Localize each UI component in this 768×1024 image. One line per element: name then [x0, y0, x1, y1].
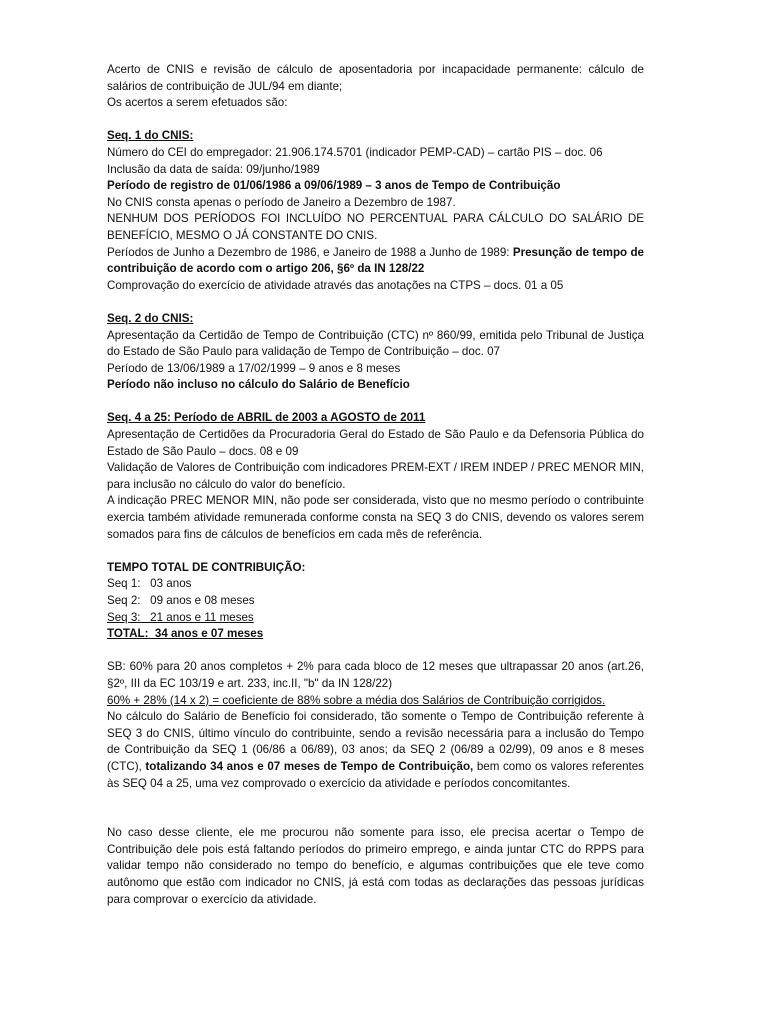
seq1-none-included: NENHUM DOS PERÍODOS FOI INCLUÍDO NO PERCENTUAL PARA CÁLCULO DO SALÁRIO DE BENEFÍCIO, MESMO O JÁ CONSTANTE DO CNIS.	[107, 212, 644, 242]
seq4-25-prec-note: A indicação PREC MENOR MIN, não pode ser considerada, visto que no mesmo período o contribuinte exercia também atividade remunerada conforme consta na SEQ 3 do CNIS, devendo os valores serem somados para fins de cálculos de benefícios em cada mês de referência.	[107, 494, 644, 541]
sb-rule: SB: 60% para 20 anos completos + 2% para cada bloco de 12 meses que ultrapassar 20 anos (art.26, §2º, III da EC 103/19 e art. 233, inc.II, "b" da IN 128/22)	[107, 660, 644, 690]
sb-calculation	[107, 709, 644, 792]
seq2-not-included: Período não incluso no cálculo do Salário de Benefício	[107, 378, 410, 392]
seq1-cnis-note: No CNIS consta apenas o período de Janeiro a Dezembro de 1987.	[107, 195, 456, 209]
seq1-periods-text: Períodos de Junho a Dezembro de 1986, e Janeiro de 1988 a Junho de 1989:	[107, 245, 513, 259]
totals-seq2	[107, 593, 644, 610]
seq2-period: Período de 13/06/1989 a 17/02/1999 – 9 anos e 8 meses	[107, 361, 401, 375]
intro-adjustments-text: Os acertos a serem efetuados são:	[107, 96, 288, 110]
seq1-periods	[107, 245, 644, 278]
closing-paragraph: No caso desse cliente, ele me procurou não somente para isso, ele precisa acertar o Tempo de Contribuição dele pois está faltando períodos do primeiro emprego, e ainda juntar CTC do RPPS para validar tempo não considerado no tempo do benefício, e algumas contribuições que ele teve como autônomo que estão com indicador no CNIS, já está com todas as declarações das pessoas jurídicas para comprovar o exercício da atividade.	[107, 826, 644, 906]
seq4-25-certificates: Apresentação de Certidões da Procuradoria Geral do Estado de São Paulo e da Defensoria Pública do Estado de São Paulo – docs. 08 e 09	[107, 428, 644, 458]
totals-seq3-text: Seq 3: 21 anos e 11 meses	[107, 610, 254, 624]
seq4-25-heading: Seq. 4 a 25: Período de ABRIL de 2003 a AGOSTO de 2011	[107, 411, 426, 425]
totals-seq2-text: Seq 2: 09 anos e 08 meses	[107, 594, 255, 607]
seq2-heading: Seq. 2 do CNIS:	[107, 311, 194, 325]
totals-total-text: TOTAL: 34 anos e 07 meses	[107, 627, 264, 641]
seq2-ctc: Apresentação da Certidão de Tempo de Contribuição (CTC) nº 860/99, emitida pelo Tribunal de Justiça do Estado de São Paulo para validação de Tempo de Contribuição – doc. 07	[107, 328, 644, 359]
totals-seq1	[107, 576, 644, 593]
sb-calculation-text: No cálculo do Salário de Benefício foi considerado, tão somente o Tempo de Contribuição referente à SEQ 3 do CNIS, último vínculo do contribuinte, sendo a revisão necessária para a inclusão do Tempo de Contribuição da SEQ 1 (06/86 a 06/89), 03 anos; da SEQ 2 (06/89 a 02/99), 09 anos e 8 meses (CTC),	[107, 710, 644, 773]
intro-text: Acerto de CNIS e revisão de cálculo de aposentadoria por incapacidade permanente: cálculo de salários de contribuição de JUL/94 em diante;	[107, 63, 644, 93]
seq1-periods-presumption: Presunção de tempo de contribuição de acordo com o artigo 206, §6º da IN 128/22	[107, 245, 644, 276]
totals-heading: TEMPO TOTAL DE CONTRIBUIÇÃO:	[107, 560, 306, 574]
sb-calculation-rest: bem como os valores referentes às SEQ 04 a 25, uma vez comprovado o exercício da atividade e períodos concomitantes.	[107, 759, 644, 790]
sb-coefficient-text: 60% + 28% (14 x 2) = coeficiente de 88% sobre a média dos Salários de Contribuição corrigidos.	[107, 693, 606, 707]
seq1-period: Período de registro de 01/06/1986 a 09/06/1989 – 3 anos de Tempo de Contribuição	[107, 179, 561, 193]
seq1-heading: Seq. 1 do CNIS:	[107, 129, 194, 143]
seq1-exit-date: Inclusão da data de saída: 09/junho/1989	[107, 162, 320, 176]
seq1-proof: Comprovação do exercício de atividade através das anotações na CTPS – docs. 01 a 05	[107, 278, 564, 292]
sb-coefficient	[107, 693, 644, 710]
sb-calculation-total: totalizando 34 anos e 07 meses de Tempo de Contribuição,	[145, 759, 474, 773]
seq4-25-validation: Validação de Valores de Contribuição com indicadores PREM-EXT / IREM INDEP / PREC MENOR MIN, para inclusão no cálculo do valor do benefício.	[107, 461, 644, 491]
totals-seq1-text: Seq 1: 03 anos	[107, 577, 192, 591]
totals-total	[107, 626, 644, 643]
totals-seq3	[107, 610, 644, 627]
seq1-employer: Número do CEI do empregador: 21.906.174.5701 (indicador PEMP-CAD) – cartão PIS – doc. 06	[107, 145, 603, 159]
